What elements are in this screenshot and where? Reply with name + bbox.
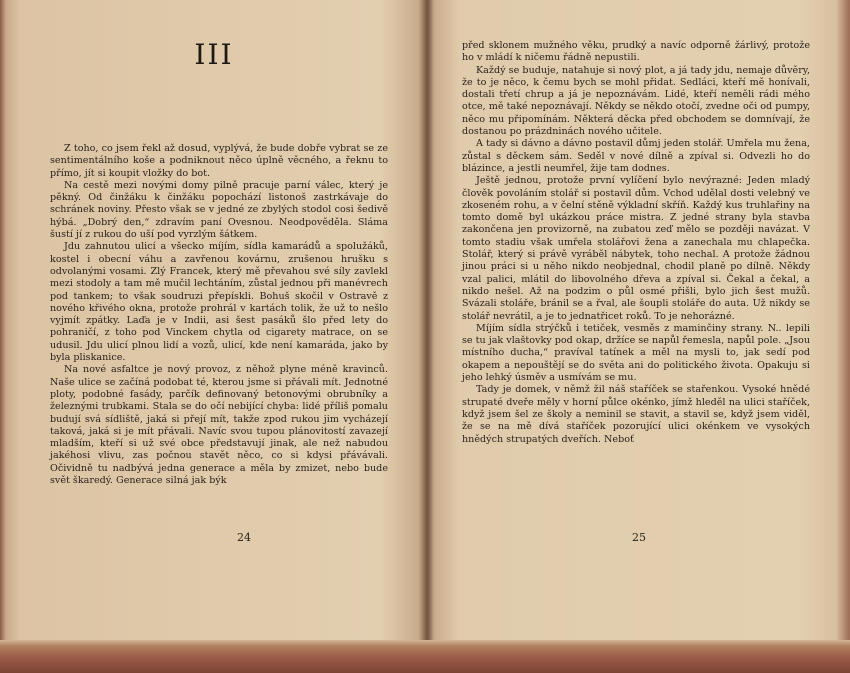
paragraph: A tady si dávno a dávno postavil důmj jeden stolář. Umřela mu žena, zůstal s děckem sám. Seděl v nové dílně a zpíval si. Odvezli ho do blázince, a jestli neumřel, žije tam dodnes. xyxy=(462,138,810,174)
paragraph: Tady je domek, v němž žil náš staříček se stařenkou. Vysoké hnědé strupaté dveře měly v horní půlce okénko, jímž hleděl na ulici staříček, když jsem šel ze školy a neminil se stavit, a stavil se, když jsem viděl, že se na mě dívá staříček pozorující ulici okénkem ve vysokých hnědých strupatých dveřích. Neboť xyxy=(462,384,810,445)
page-number: 24 xyxy=(237,531,251,544)
paragraph: Ještě jednou, protože první vylíčení bylo nevýrazné: Jeden mladý člověk povoláním stolář si postavil dům. Vchod udělal dosti velebný ve zkoseném rohu, a v čelní stěně výkladní skříň. Každý kus truhlařiny na tomto domě byl ukázkou práce mistra. Z jedné strany byla stavba zakončena jen provizorně, na zubatou zeď mělo se později navázat. V tomto stadiu však umřela stolářovi žena a zanechala mu chlapečka. Stolář, který si právě vyráběl nábytek, toho nechal. A protože žádnou jinou práci si u něho nikdo neobjednal, chodil planě po dílně. Někdy vzal palici, mlátil do libovolného dřeva a zpíval si. Čekal a čekal, a nikdo nešel. Až na podzim o půl osmé přišli, bylo jich šest mužů. Svázali stoláře, bránil se a řval, ale šoupli stoláře do auta. Už nikdy se stolář nevrátil, a je to jednatřicet roků. To je nehorázné. xyxy=(462,175,810,322)
paragraph: Na cestě mezi novými domy pilně pracuje parní válec, který je pěkný. Od činžáku k činžáku popochází listonoš zastrkávaje do schránek noviny. Přesto však se v jedné ze zbylých stodol cosi šedivě hýbá. „Dobrý den,“ zdravím paní Ovesnou. Neodpověděla. Sláma šustí jí z rukou do uší pod vyrzlým šátkem. xyxy=(50,179,388,241)
chapter-title: III xyxy=(194,38,234,71)
book-cover-edge xyxy=(0,640,850,673)
paragraph: Z toho, co jsem řekl až dosud, vyplývá, že bude dobře vybrat se ze sentimentálního koše a podniknout něco úplně věcného, a řeknu to přímo, jít si koupit vložky do bot. xyxy=(50,143,388,179)
page-number: 25 xyxy=(632,531,646,544)
paragraph: Na nové asfaltce je nový provoz, z něhož plyne méně kravinců. Naše ulice se začíná podobat té, kterou jsme si přávali mít. Jednotné ploty, podobné fasády, parčík definovaný betonovými obrubníky a železnými trubkami. Stala se do očí nebijící chyba: lidé příliš pomalu budují svá sídliště, jaká si přejí mít, takže zpod rukou jim vycházejí taková, jaká si je mít přávali. Navíc svou tupou plánovitostí zavazejí mladším, kteří si už své obce představují jinak, ale než nabudou jakéhosi vlivu, zas počnou stavět něco, co si kdysi přávávali. Očividně tu nadbývá jedna generace a měla by zmizet, nebo bude svět škaredý. Generace silná jak býk xyxy=(50,364,388,487)
paragraph: Míjím sídla strýčků i tetiček, vesměs z maminčiny strany. N.. lepili se tu jak vlaštovky pod okap, držíce se napůl řemesla, napůl pole. „Jsou místního ducha,“ pravíval tatínek a měl na mysli to, jak sedí pod okapem a nepouštějí se do světa ani do politického života. Opakuju si jeho lehký úsměv a usmívám se mu. xyxy=(462,322,810,384)
paragraph: Každý se buduje, natahuje si nový plot, a já tady jdu, nemaje důvěry, že to je něco, k čemu bych se mohl přidat. Sedláci, kteří mě honívali, dostali třetí chrup a já je nepoznávám. Lidé, kteří neměli rádi mého otce, mě také nepoznávají. Někdy se někdo otočí, zvedne oči od pumpy, něco mu připomínám. Některá děcka před obchodem se domnívají, že dostanou po prázdninách nového učitele. xyxy=(462,64,810,138)
paragraph: Jdu zahnutou ulicí a všecko míjím, sídla kamarádů a spolužáků, kostel i obecní váhu a zavřenou kovárnu, zrušenou hrušku s odvolanými vosami. Zlý Francek, který mě převahou své síly zavlekl mezi stodoly a tam mě mučil lechtáním, zůstal jednou při manévrech pod tankem; to však soudruzi přepískli. Bohuš skočil v Ostravě z nového křivého okna, protože prohrál v kartách tolik, že už to nešlo vyjmít zpátky. Laďa je v Indii, asi šest pasáků šlo před lety do pohraničí, z toho pod Vinckem chytla od cigarety matrace, on se udusil. Jdu ulicí plnou lidí a vozů, ulicí, kde není kamaráda, jako by byla pliskanice. xyxy=(50,241,388,364)
paragraph: před sklonem mužného věku, prudký a navíc odporně žárlivý, protože ho v mládí k ničemu řádně nepustili. xyxy=(462,40,810,64)
right-page xyxy=(428,0,850,673)
left-page-text xyxy=(50,143,388,487)
right-page-text xyxy=(462,40,810,446)
